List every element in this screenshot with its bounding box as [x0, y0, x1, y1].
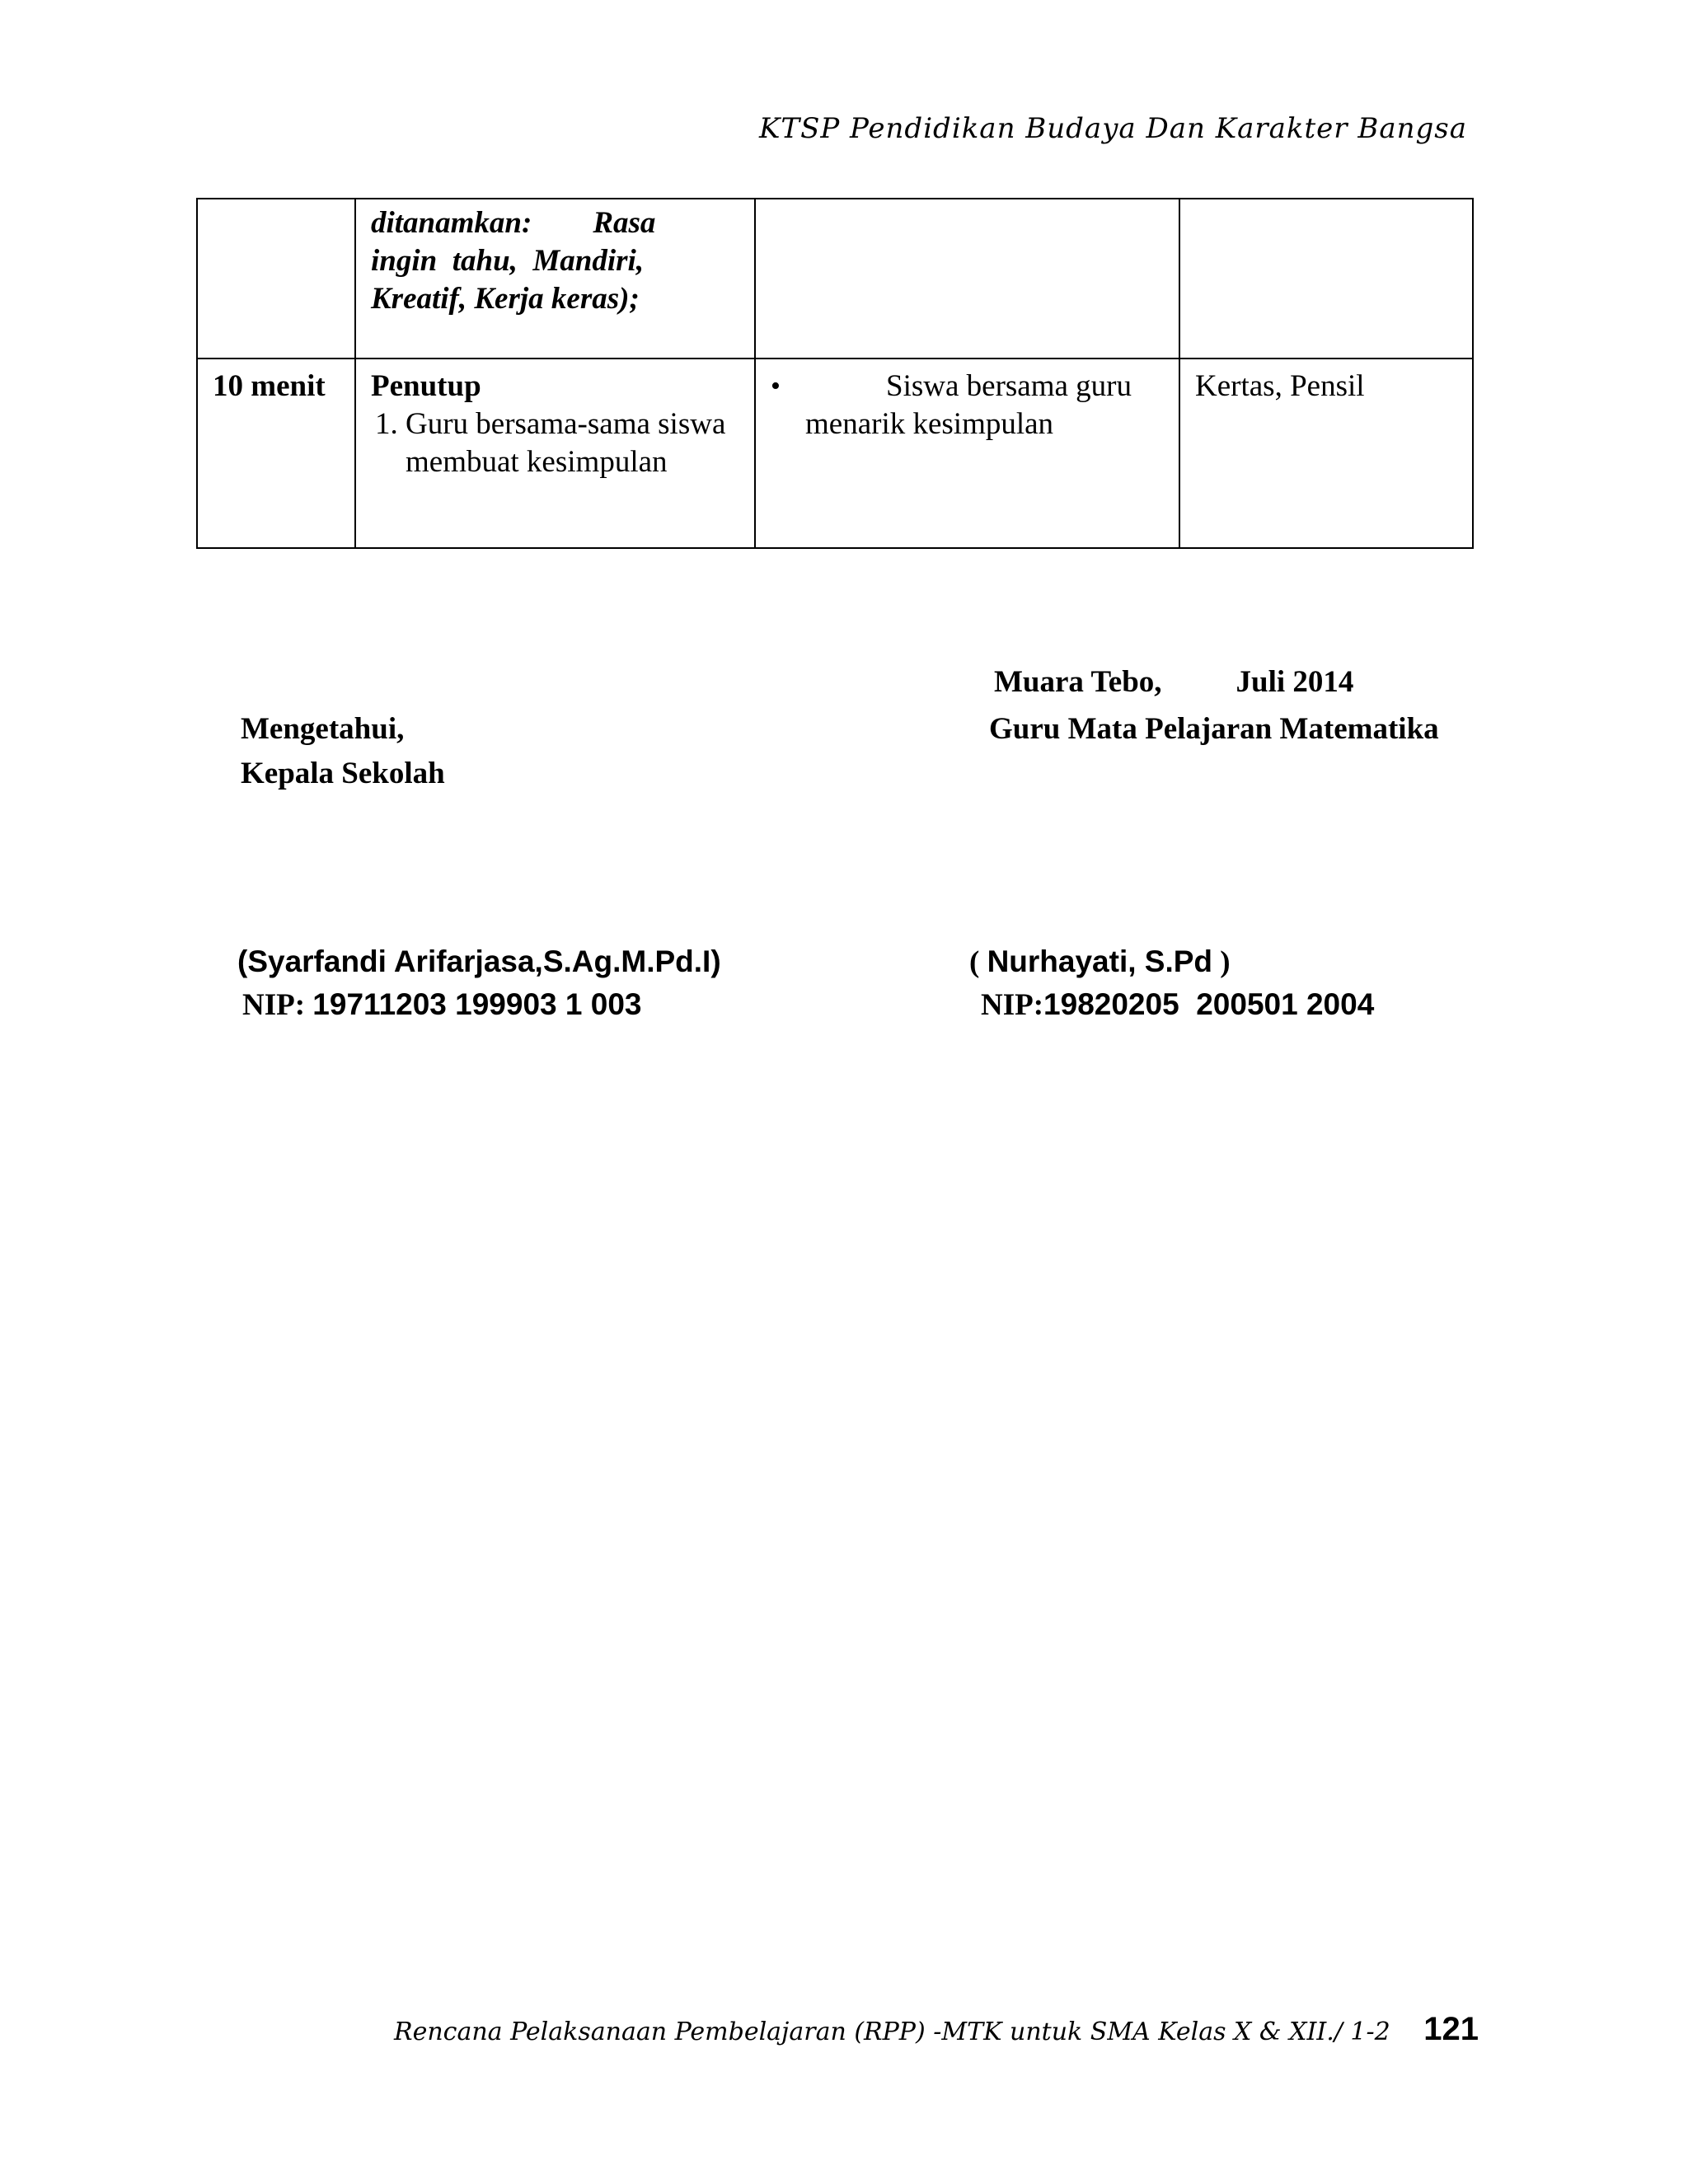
time-cell	[197, 199, 355, 359]
date: Juli 2014	[1236, 665, 1354, 699]
running-footer: Rencana Pelaksanaan Pembelajaran (RPP) -MTK untuk SMA Kelas X & XII./ 1-2	[394, 2018, 1390, 2046]
bullet-icon: •	[771, 371, 781, 401]
page-number: 121	[1423, 2011, 1479, 2047]
list-item: 1. Guru bersama-sama siswa membuat kesimpulan	[406, 405, 739, 481]
values-line: Kreatif, Kerja keras);	[371, 282, 640, 316]
phase-title: Penutup	[371, 369, 481, 403]
teacher-name: Nurhayati, S.Pd	[987, 944, 1213, 978]
time-cell: 10 menit	[197, 359, 355, 548]
acknowledged-label: Mengetahui,	[241, 712, 405, 746]
values-line: ditanamkan: Rasa	[371, 206, 656, 240]
activity-line: Siswa bersama guru	[886, 369, 1132, 403]
teacher-nip: 19820205 200501 2004	[1043, 987, 1375, 1021]
values-line: ingin tahu, Mandiri,	[371, 244, 645, 278]
place: Muara Tebo,	[994, 665, 1162, 699]
running-header: KTSP Pendidikan Budaya Dan Karakter Bangsa	[759, 112, 1467, 145]
paren-close: )	[1212, 945, 1231, 979]
nip-prefix: NIP:	[981, 988, 1044, 1022]
character-values-cell	[355, 199, 755, 359]
teacher-steps-list	[371, 405, 739, 481]
teacher-title: Guru Mata Pelajaran Matematika	[989, 712, 1439, 746]
principal-nip: 19711203 199903 1 003	[312, 987, 642, 1021]
paren-open: (	[969, 945, 987, 979]
table-row	[197, 199, 1473, 359]
nip-prefix: NIP:	[242, 988, 313, 1022]
principal-title: Kepala Sekolah	[241, 757, 445, 790]
place-date	[994, 664, 1353, 700]
table-row	[197, 359, 1473, 548]
media-cell	[1179, 199, 1473, 359]
media-cell: Kertas, Pensil	[1179, 359, 1473, 548]
teacher-nip-line	[981, 982, 1374, 1028]
principal-nip-line	[242, 982, 642, 1028]
teacher-activity-cell	[355, 359, 755, 548]
principal-name: (Syarfandi Arifarjasa,S.Ag.M.Pd.I)	[237, 944, 721, 978]
student-activity-cell	[755, 359, 1179, 548]
teacher-name-line	[969, 940, 1231, 985]
lesson-activity-table	[196, 198, 1474, 549]
activity-line: menarik kesimpulan	[805, 407, 1054, 441]
student-activity-cell	[755, 199, 1179, 359]
